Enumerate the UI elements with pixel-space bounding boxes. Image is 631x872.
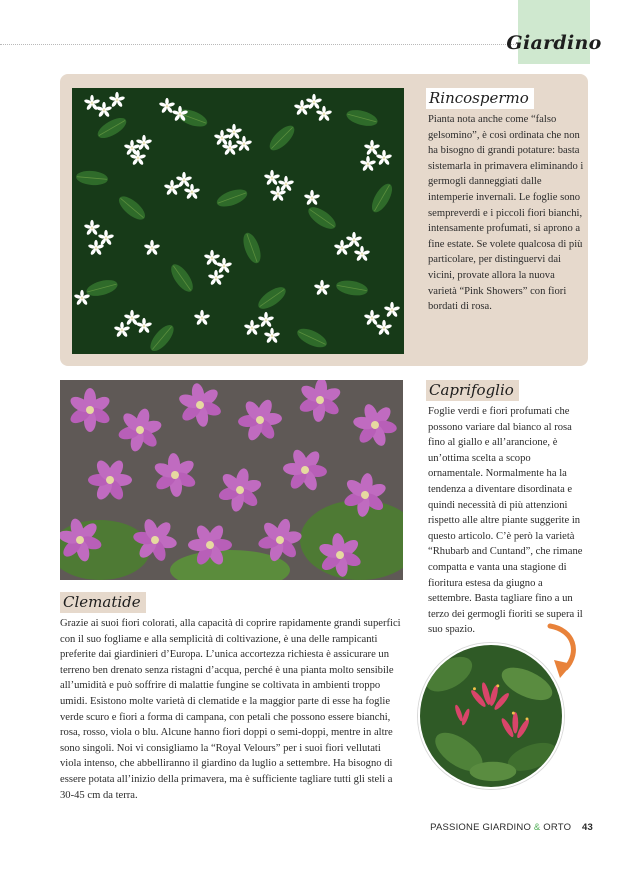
jasmine-illustration (72, 88, 404, 354)
rincospermo-photo (72, 88, 404, 354)
clematis-illustration (60, 380, 403, 580)
caprifoglio-body (428, 404, 588, 638)
rincospermo-heading: Rincospermo (426, 88, 534, 109)
clematide-heading: Clematide (60, 592, 146, 613)
caprifoglio-heading: Caprifoglio (426, 380, 519, 401)
footer-ampersand: & (533, 822, 541, 833)
caprifoglio-photo (418, 643, 564, 789)
clematide-paragraph: Grazie ai suoi fiori colorati, alla capacità di coprire rapidamente grandi superfici con il suo fogliame e alla semplicità di coltivazione, è una delle rampicanti preferite dai giardinieri d’Europa. L’unica accortezza richiesta è assicurare un terreno ben drenato senza ristagni d’acqua, perché è una pianta molto sensibile all’umidità e può soffrire di malattie fungine se coltivata in ambienti troppo umidi. Esistono molte varietà di clematide e la maggior parte di esse ha foglie verde scuro e fiori a forma di campana, con petali che possono essere bianchi, rosa, rosso, viola o blu. Alcune hanno fiori doppi o semi-doppi, mentre in altre sono singoli. Noi vi consigliamo la “Royal Velours” per i suoi fiori vellutati viola intenso, che abbelliranno il giardino da luglio a settembre. Ha bisogno di essere potata all’inizio della primavera, ma è sufficiente tagliare tutti gli steli a 30-45 cm da terra. (60, 618, 401, 801)
rincospermo-paragraph: Pianta nota anche come “falso gelsomino”, è così ordinata che non ha bisogno di grandi potature: basta sistemarla in primavera eliminando i germogli danneggiati dalle intemperie invernali. Le foglie sono sempreverdi e i piccoli fiori bianchi, intensamente profumati, si aprono a fine estate. Se volete qualcosa di più particolare, per distinguervi dai vicini, provate allora la nuova varietà “Pink Showers” con fiori bordati di rosa. (428, 114, 584, 313)
honeysuckle-illustration (420, 645, 562, 787)
section-tab (506, 0, 602, 64)
caprifoglio-paragraph: Foglie verdi e fiori profumati che possono variare dal bianco al rosa fino al giallo e all’arancione, è un’ottima scelta a scopo ornamentale. Normalmente ha la tendenza a diventare disordinata e quindi necessità di più attenzioni rispetto alle altre piante suggerite in questo articolo. C’è però la varietà “Rhubarb and Cuntand”, che rimane compatta e vanta una stagione di fioritura estesa da giugno a settembre. Basta tagliare fino a un terzo dei germogli fioriti se supera il suo spazio. (428, 406, 583, 636)
section-tab-label: Giardino (506, 32, 602, 54)
page-number: 43 (582, 822, 593, 833)
header-dotted-rule (0, 44, 520, 45)
clematide-body (60, 616, 404, 803)
page-footer (430, 822, 593, 833)
footer-magazine-part1: PASSIONE GIARDINO (430, 822, 532, 833)
footer-magazine-part2: ORTO (543, 822, 572, 833)
rincospermo-body (428, 112, 584, 315)
clematide-photo (60, 380, 403, 580)
